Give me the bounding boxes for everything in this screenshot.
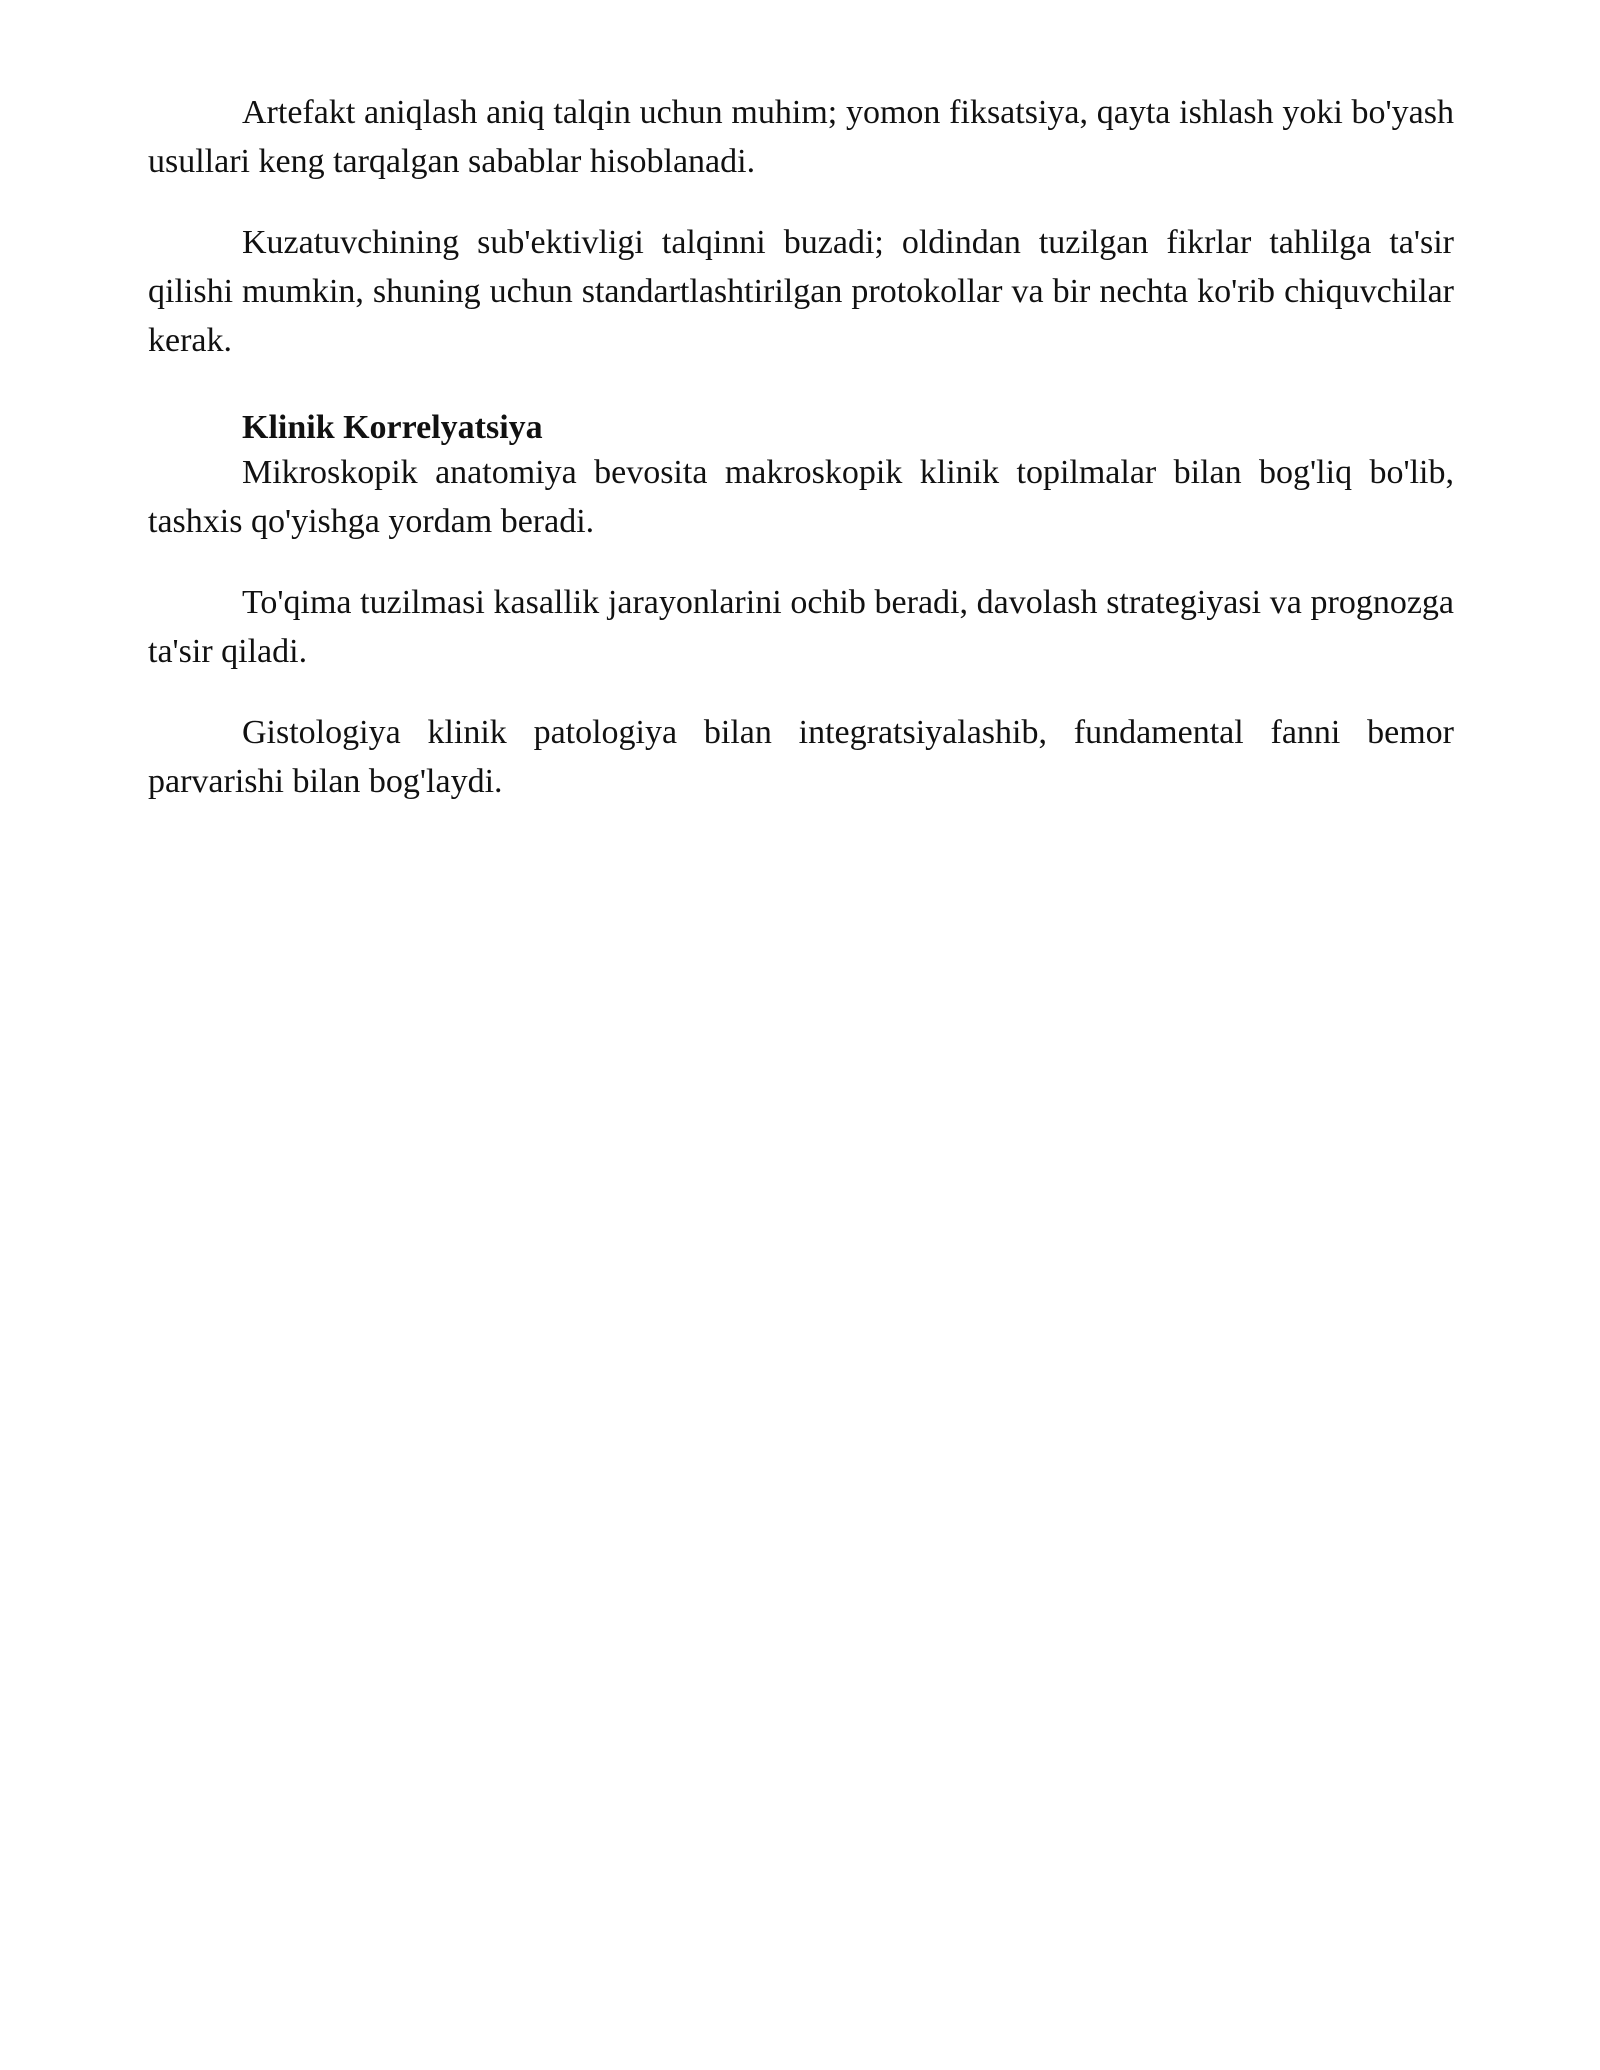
paragraph-artefakt: Artefakt aniqlash aniq talqin uchun muhim; yomon fiksatsiya, qayta ishlash yoki bo'yash usullari keng tarqalgan sabablar hisoblanadi.: [148, 94, 1454, 180]
paragraph-mikroskopik: Mikroskopik anatomiya bevosita makroskopik klinik topilmalar bilan bog'liq bo'lib, tashxis qo'yishga yordam beradi.: [148, 454, 1454, 540]
document-page: [148, 88, 1454, 838]
paragraph-kuzatuvchi: Kuzatuvchining sub'ektivligi talqinni buzadi; oldindan tuzilgan fikrlar tahlilga ta'sir qilishi mumkin, shuning uchun standartlashtirilgan protokollar va bir nechta ko'rib chiquvchilar kerak.: [148, 224, 1454, 359]
section-heading: Klinik Korrelyatsiya: [242, 409, 543, 446]
paragraph-toqima: To'qima tuzilmasi kasallik jarayonlarini ochib beradi, davolash strategiyasi va prognozga ta'sir qiladi.: [148, 584, 1454, 670]
paragraph-gistologiya: Gistologiya klinik patologiya bilan integratsiyalashib, fundamental fanni bemor parvarishi bilan bog'laydi.: [148, 714, 1454, 800]
